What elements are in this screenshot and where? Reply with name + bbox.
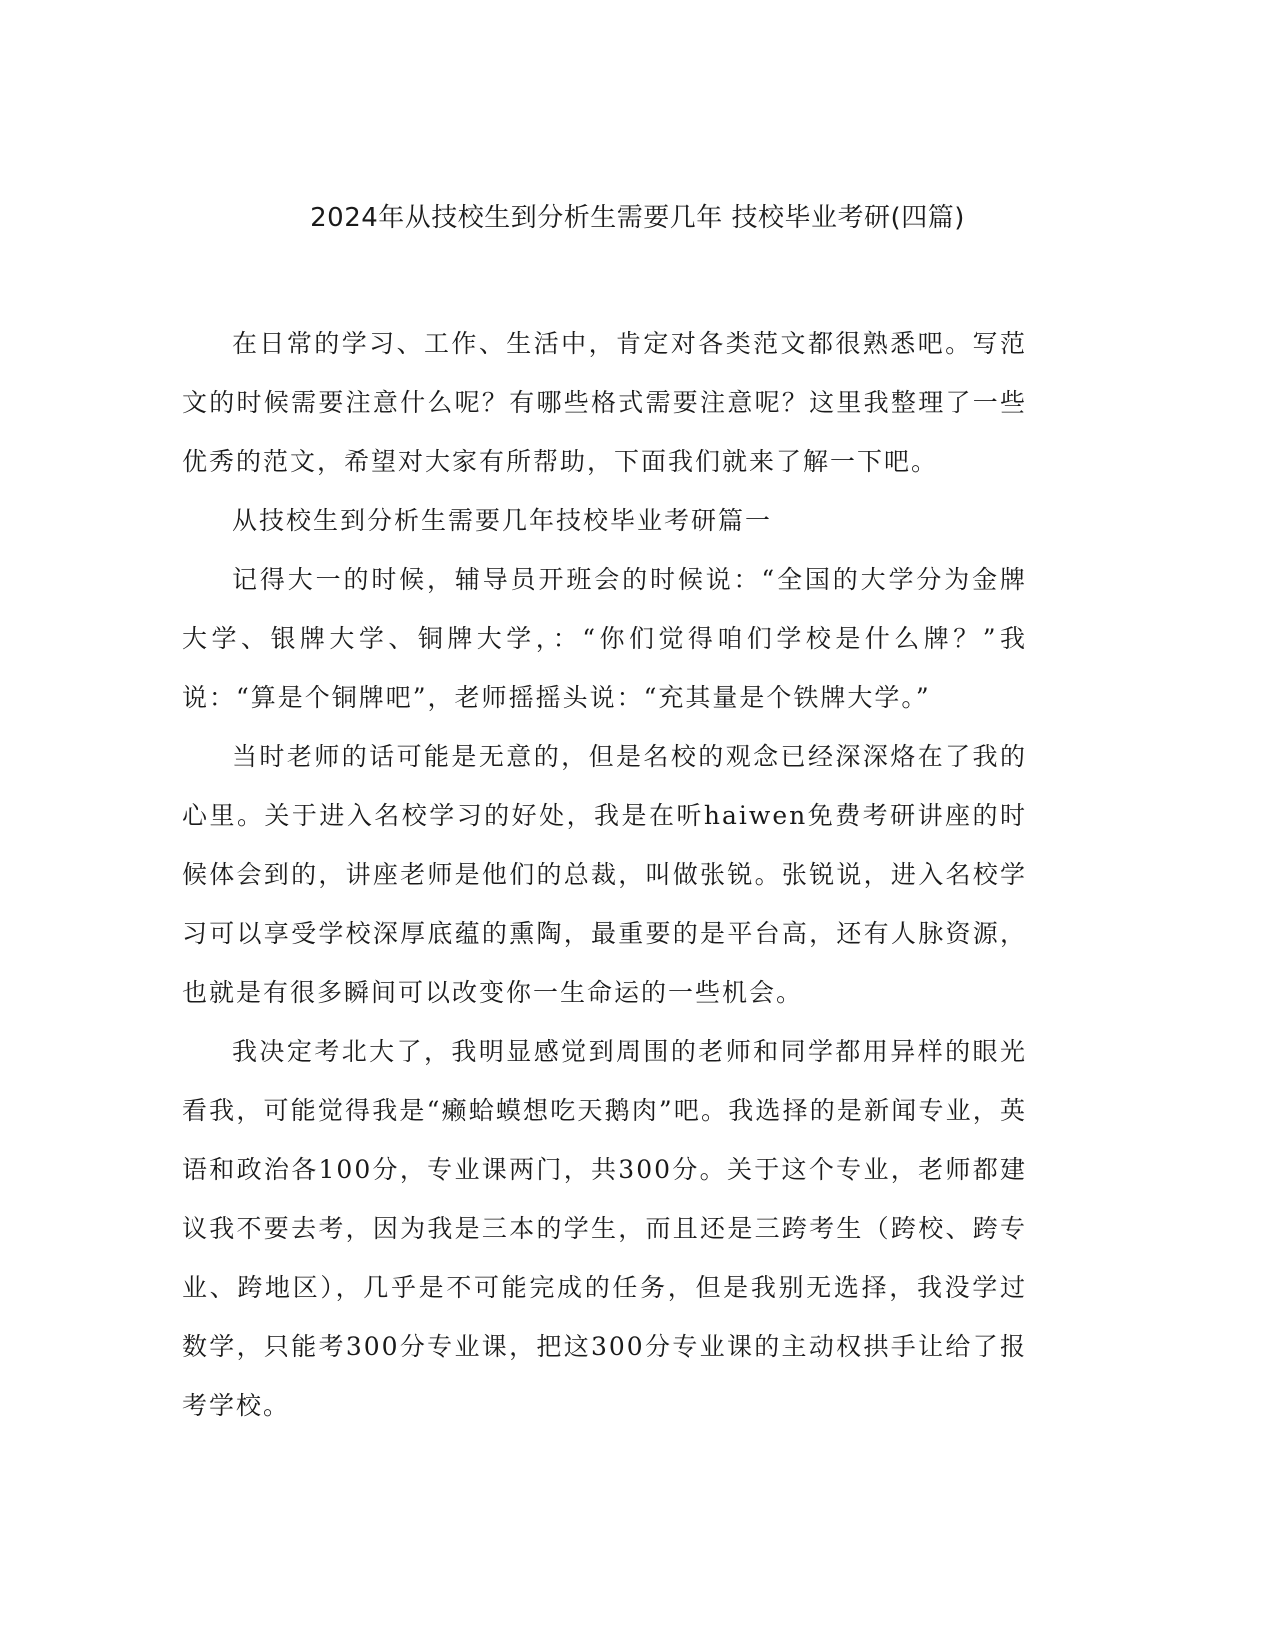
intro-paragraph: 在日常的学习、工作、生活中，肯定对各类范文都很熟悉吧。写范文的时候需要注意什么呢？有哪些格式需要注意呢？这里我整理了一些优秀的范文，希望对大家有所帮助，下面我们就来了解一下吧。 [182,329,1027,476]
section-heading: 从技校生到分析生需要几年技校毕业考研篇一 [232,506,773,535]
document-body [182,314,1027,1435]
body-paragraph: 记得大一的时候，辅导员开班会的时候说：“全国的大学分为金牌大学、银牌大学、铜牌大学，：“你们觉得咱们学校是什么牌？”我说：“算是个铜牌吧”，老师摇摇头说：“充其量是个铁牌大学。” [182,565,1027,712]
body-paragraph: 当时老师的话可能是无意的，但是名校的观念已经深深烙在了我的心里。关于进入名校学习的好处，我是在听haiwen免费考研讲座的时候体会到的，讲座老师是他们的总裁，叫做张锐。张锐说，进入名校学习可以享受学校深厚底蕴的熏陶，最重要的是平台高，还有人脉资源，也就是有很多瞬间可以改变你一生命运的一些机会。 [182,742,1027,1007]
document-title: 2024年从技校生到分析生需要几年 技校毕业考研(四篇) [310,203,965,233]
body-paragraph: 我决定考北大了，我明显感觉到周围的老师和同学都用异样的眼光看我，可能觉得我是“癞蛤蟆想吃天鹅肉”吧。我选择的是新闻专业，英语和政治各100分，专业课两门，共300分。关于这个专业，老师都建议我不要去考，因为我是三本的学生，而且还是三跨考生（跨校、跨专业、跨地区），几乎是不可能完成的任务，但是我别无选择，我没学过数学，只能考300分专业课，把这300分专业课的主动权拱手让给了报考学校。 [182,1037,1027,1420]
